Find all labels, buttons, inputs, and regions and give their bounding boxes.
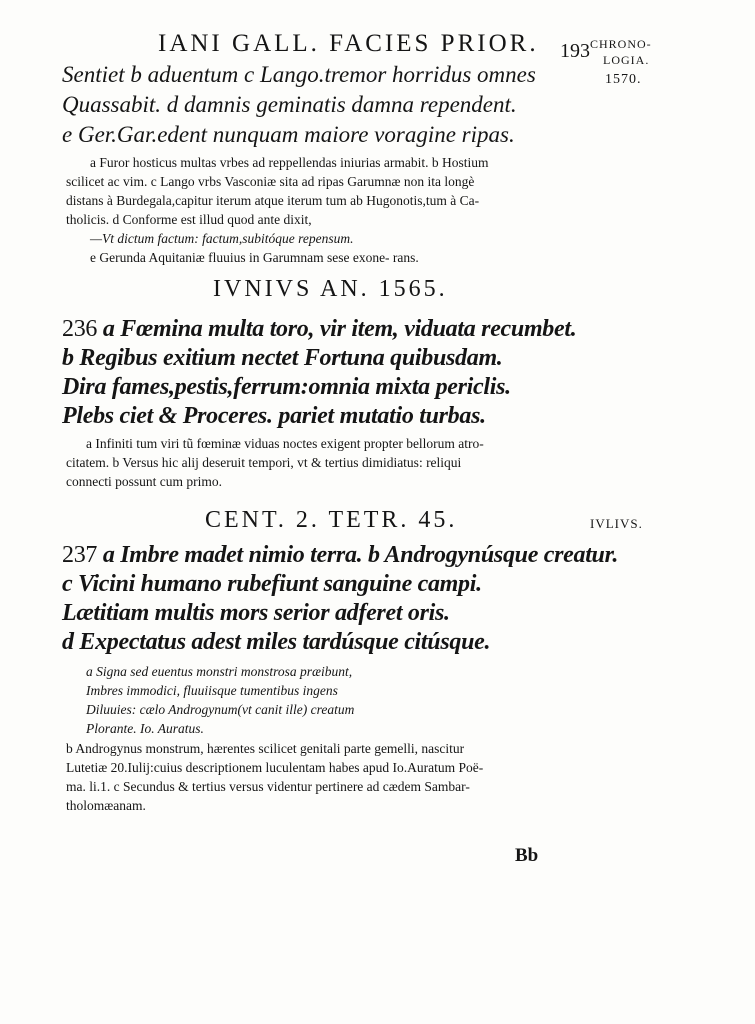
footnote-line: scilicet ac vim. c Lango vrbs Vasconiæ sita ad ripas Garumnæ non ita longè xyxy=(66,174,475,189)
verse-line: Dira fames,pestis,ferrum:omnia mixta periclis. xyxy=(62,374,511,400)
footnote-line: ma. li.1. c Secundus & tertius versus videntur pertinere ad cædem Sambar- xyxy=(66,779,470,794)
verse-text: a Imbre madet nimio terra. b Androgynúsque creatur. xyxy=(102,542,619,568)
footnote-quote: —Vt dictum factum: factum,subitóque repensum. xyxy=(90,231,354,246)
verse-line-numbered xyxy=(62,542,618,569)
footnote-line: Lutetiæ 20.Iulij:cuius descriptionem luculentam habes apud Io.Auratum Poë- xyxy=(66,760,484,775)
quote-line: Imbres immodici, fluuiisque tumentibus ingens xyxy=(86,683,338,698)
signature-mark: Bb xyxy=(515,845,539,866)
quote-line: a Signa sed euentus monstri monstrosa præibunt, xyxy=(86,664,353,679)
margin-chronologia-2: LOGIA. xyxy=(603,53,650,67)
verse-number: 236 xyxy=(62,316,98,342)
margin-month: IVLIVS. xyxy=(590,516,643,531)
verse-text: a Fœmina multa toro, vir item, viduata recumbet. xyxy=(102,316,577,342)
verse-line: d Expectatus adest miles tardúsque citúsque. xyxy=(62,629,491,655)
quote-line: Diluuies: cælo Androgynum(vt canit ille) creatum xyxy=(86,702,355,717)
footnote-line: e Gerunda Aquitaniæ fluuius in Garumnam sese exone- rans. xyxy=(90,250,419,265)
footnote-line: tholomæanam. xyxy=(66,798,146,813)
footnote-line: connecti possunt cum primo. xyxy=(66,474,222,489)
verse-line: Lætitiam multis mors serior adferet oris. xyxy=(62,600,450,626)
page-number: 193 xyxy=(560,40,590,62)
verse-line: Quassabit. d damnis geminatis damna rependent. xyxy=(62,92,517,117)
section-heading: CENT. 2. TETR. 45. xyxy=(205,507,458,533)
footnote-line: citatem. b Versus hic alij deseruit tempori, vt & tertius dimidiatus: reliqui xyxy=(66,455,462,470)
footnote-line: a Furor hosticus multas vrbes ad reppellendas iniurias armabit. b Hostium xyxy=(90,155,489,170)
verse-line: c Vicini humano rubefiunt sanguine campi. xyxy=(62,571,482,597)
footnote-line: distans à Burdegala,capitur iterum atque iterum tum ab Hugonotis,tum à Ca- xyxy=(66,193,480,208)
section-heading: IVNIVS AN. 1565. xyxy=(213,276,448,302)
verse-line: b Regibus exitium nectet Fortuna quibusdam. xyxy=(62,345,503,371)
footnote-line: tholicis. d Conforme est illud quod ante dixit, xyxy=(66,212,312,227)
verse-number: 237 xyxy=(62,542,98,568)
quote-line: Plorante. Io. Auratus. xyxy=(86,721,204,736)
footnote-line: b Androgynus monstrum, hærentes scilicet genitali parte gemelli, nascitur xyxy=(66,741,465,756)
verse-line-numbered xyxy=(62,316,576,343)
verse-line: Plebs ciet & Proceres. pariet mutatio turbas. xyxy=(62,403,486,429)
margin-year: 1570. xyxy=(605,72,642,87)
verse-line: e Ger.Gar.edent nunquam maiore voragine ripas. xyxy=(62,122,515,147)
footnote-line: a Infiniti tum viri tũ fœminæ viduas noctes exigent propter bellorum atro- xyxy=(86,436,484,451)
verse-line: Sentiet b aduentum c Lango.tremor horridus omnes xyxy=(62,62,536,87)
margin-chronologia-1: CHRONO- xyxy=(590,37,652,51)
running-title: IANI GALL. FACIES PRIOR. xyxy=(158,30,539,57)
